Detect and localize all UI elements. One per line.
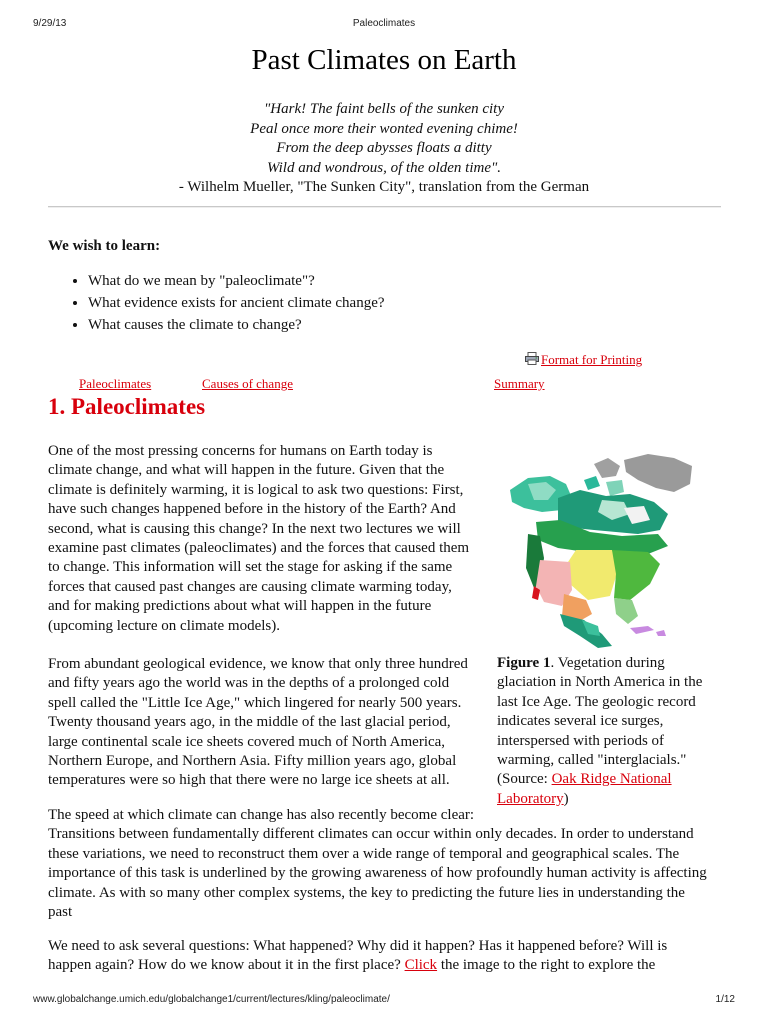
figure-caption bbox=[497, 654, 717, 809]
text-line: climate is definitely warming, it is logical to ask two questions: First, bbox=[48, 481, 464, 498]
paragraph-3 bbox=[48, 806, 707, 922]
text-line: have such changes happened before in the history of the Earth? And bbox=[48, 501, 456, 518]
print-page-number: 1/12 bbox=[715, 994, 735, 1005]
click-link[interactable]: Click bbox=[404, 957, 438, 974]
text-segment: the image to the right to explore the bbox=[437, 957, 656, 974]
text-line: The speed at which climate can change has also recently become clear: bbox=[48, 807, 475, 823]
text-line: Transitions between fundamentally different climates can occur within only decades. In order to understand bbox=[48, 826, 694, 843]
text-line: spell called the "Little Ice Age," which lingered for nearly 500 years. bbox=[48, 694, 462, 711]
print-format bbox=[525, 352, 642, 368]
nav-causes-link[interactable]: Causes of change bbox=[202, 376, 293, 391]
section-heading: 1. Paleoclimates bbox=[48, 394, 206, 419]
text-line: climate. As with so many other complex systems, the key to predicting the future lies in understanding the bbox=[48, 884, 685, 901]
figure-close: ) bbox=[563, 790, 569, 807]
text-line bbox=[48, 956, 667, 975]
paragraph-1 bbox=[48, 442, 469, 636]
epigraph bbox=[0, 100, 768, 198]
figure-text: . Vegetation during glaciation in North America in the last Ice Age. The geologic record indicates several ice surges, interspersed with periods of warming, called "interglacials." (Source: bbox=[497, 655, 703, 788]
list-item: • What do we mean by "paleoclimate"? bbox=[88, 270, 385, 292]
text-line: temperatures were so high that there were no large ice sheets at all. bbox=[48, 772, 450, 789]
text-line: examine past climates (paleoclimates) and the forces that caused them bbox=[48, 540, 470, 557]
text-line: climate change, and what will happen in the future. Given that the bbox=[48, 462, 445, 479]
text-line: We need to ask several questions: What happened? Why did it happen? Has it happened before? Will is bbox=[48, 938, 668, 954]
learn-heading: We wish to learn: bbox=[48, 238, 161, 254]
epigraph-line: Peal once more their wonted evening chime! bbox=[250, 120, 518, 137]
nav-paleoclimates-link[interactable]: Paleoclimates bbox=[79, 376, 152, 391]
text-line: and for making predictions about what will happen in the future bbox=[48, 598, 432, 615]
list-item: • What evidence exists for ancient climate change? bbox=[88, 292, 385, 314]
epigraph-line: Wild and wondrous, of the olden time". bbox=[266, 159, 502, 176]
text-line: From abundant geological evidence, we know that only three hundred bbox=[48, 656, 468, 672]
figure-label: Figure 1 bbox=[497, 655, 551, 671]
text-line: importance of this task is underlined by the growing awareness of how profoundly human activity is affecting bbox=[48, 865, 707, 882]
learn-list bbox=[48, 270, 385, 336]
epigraph-line: From the deep abysses floats a ditty bbox=[276, 140, 492, 157]
text-line: large continental scale ice sheets covered much of North America, bbox=[48, 733, 446, 750]
text-line: (upcoming lecture on climate models). bbox=[48, 617, 281, 634]
print-header bbox=[0, 18, 768, 32]
oak-ridge-link[interactable]: Oak Ridge National Laboratory bbox=[497, 771, 672, 807]
text-line: to change. This information will set the stage for asking if the same bbox=[48, 559, 453, 576]
text-line: past bbox=[48, 904, 73, 921]
text-line: One of the most pressing concerns for humans on Earth today is bbox=[48, 443, 433, 459]
paragraph-2 bbox=[48, 655, 468, 791]
list-item: • What causes the climate to change? bbox=[88, 314, 385, 336]
print-footer bbox=[0, 994, 768, 1008]
north-america-vegetation-map[interactable] bbox=[498, 450, 698, 650]
page-title: Past Climates on Earth bbox=[251, 44, 517, 76]
nav-summary-link[interactable]: Summary bbox=[494, 376, 545, 391]
print-date: 9/29/13 bbox=[33, 18, 67, 29]
text-line: and fifty years ago the world was in the depths of a prolonged cold bbox=[48, 675, 450, 692]
text-line: forces that caused past changes are causing climate warming today, bbox=[48, 578, 452, 595]
text-line: Twenty thousand years ago, in the middle of the last glacial period, bbox=[48, 714, 451, 731]
printer-icon[interactable] bbox=[525, 352, 539, 365]
print-page-title: Paleoclimates bbox=[352, 18, 416, 29]
epigraph-line: "Hark! The faint bells of the sunken city bbox=[264, 101, 504, 117]
paragraph-4 bbox=[48, 937, 667, 976]
text-line: Northern Europe, and Northern Asia. Fifty million years ago, global bbox=[48, 753, 457, 770]
print-url: www.globalchange.umich.edu/globalchange1/current/lectures/kling/paleoclimate/ bbox=[33, 994, 390, 1005]
epigraph-attribution: - Wilhelm Mueller, "The Sunken City", translation from the German bbox=[178, 179, 590, 196]
text-line: these variations, we need to reconstruct them over a wide range of temporal and geographical scales. The bbox=[48, 845, 680, 862]
divider bbox=[48, 206, 721, 208]
text-segment: happen again? How do we know about it in the first place? bbox=[48, 957, 405, 974]
text-line: second, what is causing this change? In the next two lectures we will bbox=[48, 520, 461, 537]
format-for-printing-link[interactable]: Format for Printing bbox=[541, 352, 643, 367]
